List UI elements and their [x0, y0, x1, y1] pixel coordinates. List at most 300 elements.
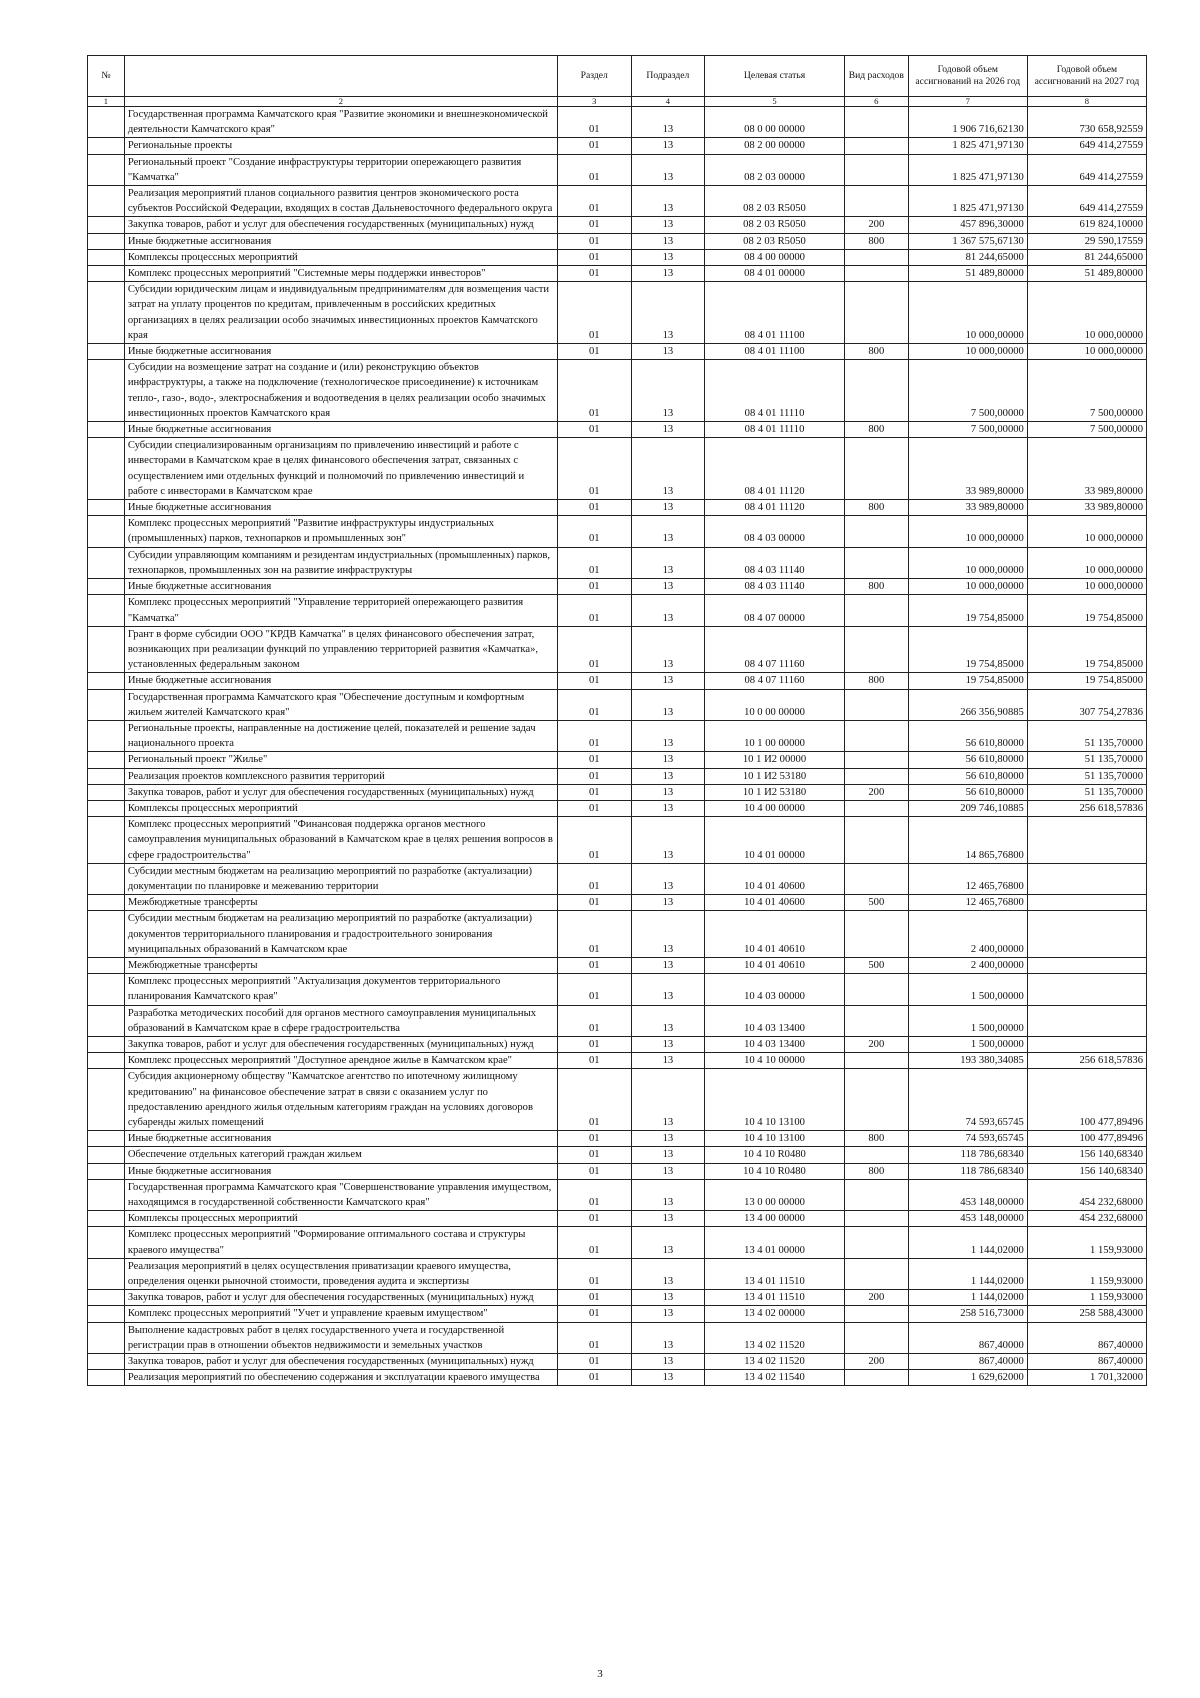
- row-razdel: 01: [557, 138, 631, 154]
- row-amount-2027: [1027, 817, 1146, 864]
- row-expense-type: [844, 138, 908, 154]
- row-expense-type: [844, 1005, 908, 1036]
- row-amount-2027: 649 414,27559: [1027, 138, 1146, 154]
- row-amount-2027: 29 590,17559: [1027, 233, 1146, 249]
- row-amount-2027: 867,40000: [1027, 1354, 1146, 1370]
- row-name: Разработка методических пособий для органов местного самоуправления муниципальных образований в Камчатском крае в сфере градостроительства: [124, 1005, 557, 1036]
- row-amount-2026: 209 746,10885: [908, 800, 1027, 816]
- row-amount-2026: 1 144,02000: [908, 1227, 1027, 1258]
- row-target-code: 08 4 07 00000: [705, 595, 845, 626]
- row-number: [88, 360, 125, 422]
- row-name: Комплекс процессных мероприятий "Актуализация документов территориального планирования Камчатского края": [124, 974, 557, 1005]
- table-row: [88, 1147, 1147, 1163]
- row-amount-2027: 10 000,00000: [1027, 547, 1146, 578]
- row-number: [88, 422, 125, 438]
- row-target-code: 13 4 01 00000: [705, 1227, 845, 1258]
- row-podrazdel: 13: [631, 1211, 705, 1227]
- row-expense-type: [844, 1179, 908, 1210]
- row-number: [88, 1179, 125, 1210]
- row-target-code: 08 4 00 00000: [705, 249, 845, 265]
- row-razdel: 01: [557, 784, 631, 800]
- row-amount-2027: [1027, 1005, 1146, 1036]
- row-amount-2027: 258 588,43000: [1027, 1306, 1146, 1322]
- row-amount-2027: 454 232,68000: [1027, 1179, 1146, 1210]
- row-expense-type: [844, 516, 908, 547]
- row-podrazdel: 13: [631, 233, 705, 249]
- row-razdel: 01: [557, 817, 631, 864]
- table-row: [88, 911, 1147, 958]
- row-amount-2027: 33 989,80000: [1027, 438, 1146, 500]
- row-expense-type: [844, 186, 908, 217]
- row-razdel: 01: [557, 911, 631, 958]
- row-number: [88, 817, 125, 864]
- table-row: [88, 689, 1147, 720]
- row-expense-type: 800: [844, 500, 908, 516]
- row-expense-type: [844, 249, 908, 265]
- row-amount-2027: 81 244,65000: [1027, 249, 1146, 265]
- row-amount-2026: 1 825 471,97130: [908, 186, 1027, 217]
- column-number: 2: [124, 97, 557, 107]
- table-row: [88, 344, 1147, 360]
- row-expense-type: [844, 768, 908, 784]
- row-amount-2026: 33 989,80000: [908, 438, 1027, 500]
- row-amount-2026: 1 825 471,97130: [908, 138, 1027, 154]
- row-podrazdel: 13: [631, 422, 705, 438]
- row-name: Иные бюджетные ассигнования: [124, 422, 557, 438]
- row-razdel: 01: [557, 1354, 631, 1370]
- row-amount-2026: 19 754,85000: [908, 595, 1027, 626]
- row-amount-2026: 10 000,00000: [908, 282, 1027, 344]
- row-number: [88, 1306, 125, 1322]
- row-name: Обеспечение отдельных категорий граждан жильем: [124, 1147, 557, 1163]
- table-row: [88, 1258, 1147, 1289]
- row-expense-type: [844, 689, 908, 720]
- row-expense-type: [844, 1053, 908, 1069]
- row-amount-2027: 33 989,80000: [1027, 500, 1146, 516]
- row-target-code: 08 2 03 R5050: [705, 186, 845, 217]
- row-amount-2027: 619 824,10000: [1027, 217, 1146, 233]
- row-amount-2026: 19 754,85000: [908, 626, 1027, 673]
- row-target-code: 08 4 01 11100: [705, 344, 845, 360]
- row-razdel: 01: [557, 1036, 631, 1052]
- row-target-code: 13 4 02 11520: [705, 1322, 845, 1353]
- row-number: [88, 1053, 125, 1069]
- column-number: 6: [844, 97, 908, 107]
- row-amount-2027: [1027, 1036, 1146, 1052]
- row-podrazdel: 13: [631, 438, 705, 500]
- row-razdel: 01: [557, 266, 631, 282]
- row-podrazdel: 13: [631, 895, 705, 911]
- table-row: [88, 249, 1147, 265]
- row-podrazdel: 13: [631, 516, 705, 547]
- row-razdel: 01: [557, 154, 631, 185]
- row-expense-type: [844, 1227, 908, 1258]
- row-podrazdel: 13: [631, 1131, 705, 1147]
- row-amount-2027: 1 159,93000: [1027, 1290, 1146, 1306]
- row-target-code: 10 4 10 R0480: [705, 1147, 845, 1163]
- row-amount-2027: 19 754,85000: [1027, 673, 1146, 689]
- row-amount-2026: 12 465,76800: [908, 863, 1027, 894]
- row-number: [88, 186, 125, 217]
- row-razdel: 01: [557, 547, 631, 578]
- table-row: [88, 1306, 1147, 1322]
- row-expense-type: 800: [844, 1163, 908, 1179]
- row-number: [88, 1163, 125, 1179]
- row-amount-2026: 1 500,00000: [908, 974, 1027, 1005]
- row-amount-2027: 156 140,68340: [1027, 1147, 1146, 1163]
- row-podrazdel: 13: [631, 720, 705, 751]
- row-target-code: 08 2 03 R5050: [705, 233, 845, 249]
- row-amount-2026: 867,40000: [908, 1322, 1027, 1353]
- row-podrazdel: 13: [631, 626, 705, 673]
- row-target-code: 08 2 03 00000: [705, 154, 845, 185]
- row-expense-type: [844, 595, 908, 626]
- row-number: [88, 217, 125, 233]
- row-razdel: 01: [557, 800, 631, 816]
- row-razdel: 01: [557, 689, 631, 720]
- row-number: [88, 138, 125, 154]
- row-amount-2026: 56 610,80000: [908, 768, 1027, 784]
- row-amount-2027: 256 618,57836: [1027, 1053, 1146, 1069]
- row-amount-2026: 56 610,80000: [908, 752, 1027, 768]
- row-podrazdel: 13: [631, 1163, 705, 1179]
- row-podrazdel: 13: [631, 673, 705, 689]
- row-razdel: 01: [557, 1069, 631, 1131]
- row-target-code: 08 4 03 00000: [705, 516, 845, 547]
- row-podrazdel: 13: [631, 547, 705, 578]
- table-row: [88, 1227, 1147, 1258]
- row-podrazdel: 13: [631, 344, 705, 360]
- row-name: Реализация мероприятий в целях осуществления приватизации краевого имущества, определения оценки рыночной стоимости, проведения аудита и экспертизы: [124, 1258, 557, 1289]
- row-expense-type: 200: [844, 784, 908, 800]
- row-target-code: 10 4 03 13400: [705, 1005, 845, 1036]
- row-amount-2027: [1027, 957, 1146, 973]
- row-razdel: 01: [557, 344, 631, 360]
- row-expense-type: [844, 107, 908, 138]
- row-amount-2027: 256 618,57836: [1027, 800, 1146, 816]
- row-podrazdel: 13: [631, 217, 705, 233]
- row-target-code: 13 4 01 11510: [705, 1258, 845, 1289]
- row-amount-2026: 56 610,80000: [908, 720, 1027, 751]
- row-number: [88, 673, 125, 689]
- row-name: Реализация проектов комплексного развития территорий: [124, 768, 557, 784]
- row-amount-2026: 81 244,65000: [908, 249, 1027, 265]
- row-amount-2026: 453 148,00000: [908, 1179, 1027, 1210]
- table-row: [88, 233, 1147, 249]
- row-number: [88, 784, 125, 800]
- row-razdel: 01: [557, 438, 631, 500]
- row-razdel: 01: [557, 1053, 631, 1069]
- row-number: [88, 547, 125, 578]
- row-razdel: 01: [557, 720, 631, 751]
- row-target-code: 10 1 00 00000: [705, 720, 845, 751]
- row-amount-2027: 19 754,85000: [1027, 595, 1146, 626]
- table-row: [88, 768, 1147, 784]
- row-razdel: 01: [557, 1163, 631, 1179]
- row-amount-2026: 7 500,00000: [908, 422, 1027, 438]
- row-target-code: 08 2 00 00000: [705, 138, 845, 154]
- row-number: [88, 344, 125, 360]
- row-target-code: 10 4 01 40600: [705, 895, 845, 911]
- row-amount-2027: 649 414,27559: [1027, 186, 1146, 217]
- row-name: Субсидия акционерному обществу "Камчатское агентство по ипотечному жилищному кредитованию" на финансовое обеспечение затрат в связи с оказанием услуг по предоставлению арендного жилья отдельным категориям граждан на условиях договоров субаренды жилых помещений: [124, 1069, 557, 1131]
- row-podrazdel: 13: [631, 1258, 705, 1289]
- row-number: [88, 438, 125, 500]
- table-row: [88, 1069, 1147, 1131]
- row-number: [88, 1290, 125, 1306]
- row-podrazdel: 13: [631, 1147, 705, 1163]
- row-number: [88, 863, 125, 894]
- header-vid: Вид расходов: [844, 56, 908, 97]
- row-expense-type: [844, 1069, 908, 1131]
- table-row: [88, 422, 1147, 438]
- row-razdel: 01: [557, 974, 631, 1005]
- row-number: [88, 500, 125, 516]
- table-row: [88, 720, 1147, 751]
- header-razdel: Раздел: [557, 56, 631, 97]
- row-razdel: 01: [557, 1131, 631, 1147]
- row-number: [88, 282, 125, 344]
- row-razdel: 01: [557, 282, 631, 344]
- table-row: [88, 516, 1147, 547]
- column-number: 3: [557, 97, 631, 107]
- row-target-code: 10 1 И2 53180: [705, 768, 845, 784]
- row-razdel: 01: [557, 1290, 631, 1306]
- row-name: Субсидии управляющим компаниям и резидентам индустриальных (промышленных) парков, технопарков, промышленных зон на развитие инфраструктуры: [124, 547, 557, 578]
- row-expense-type: [844, 800, 908, 816]
- row-name: Региональные проекты: [124, 138, 557, 154]
- row-target-code: 08 4 03 11140: [705, 579, 845, 595]
- row-number: [88, 626, 125, 673]
- row-target-code: 08 4 07 11160: [705, 626, 845, 673]
- row-target-code: 10 4 01 40610: [705, 911, 845, 958]
- row-target-code: 13 4 01 11510: [705, 1290, 845, 1306]
- row-name: Закупка товаров, работ и услуг для обеспечения государственных (муниципальных) нужд: [124, 1354, 557, 1370]
- row-amount-2027: 730 658,92559: [1027, 107, 1146, 138]
- row-razdel: 01: [557, 1227, 631, 1258]
- row-razdel: 01: [557, 1370, 631, 1386]
- row-razdel: 01: [557, 752, 631, 768]
- row-expense-type: [844, 1370, 908, 1386]
- header-name: [124, 56, 557, 97]
- row-target-code: 10 4 10 R0480: [705, 1163, 845, 1179]
- table-row: [88, 154, 1147, 185]
- row-expense-type: [844, 752, 908, 768]
- row-amount-2026: 10 000,00000: [908, 547, 1027, 578]
- row-target-code: 08 2 03 R5050: [705, 217, 845, 233]
- row-razdel: 01: [557, 186, 631, 217]
- table-row: [88, 547, 1147, 578]
- row-amount-2027: 1 159,93000: [1027, 1227, 1146, 1258]
- column-number: 8: [1027, 97, 1146, 107]
- row-name: Региональный проект "Жилье": [124, 752, 557, 768]
- row-target-code: 10 1 И2 53180: [705, 784, 845, 800]
- header-podrazdel: Подраздел: [631, 56, 705, 97]
- row-amount-2026: 74 593,65745: [908, 1131, 1027, 1147]
- row-name: Государственная программа Камчатского края "Развитие экономики и внешнеэкономической деятельности Камчатского края": [124, 107, 557, 138]
- table-row: [88, 752, 1147, 768]
- row-podrazdel: 13: [631, 595, 705, 626]
- row-expense-type: 200: [844, 217, 908, 233]
- row-name: Межбюджетные трансферты: [124, 957, 557, 973]
- row-name: Реализация мероприятий планов социального развития центров экономического роста субъектов Российской Федерации, входящих в состав Дальневосточного федерального округа: [124, 186, 557, 217]
- table-row: [88, 1322, 1147, 1353]
- row-target-code: 10 4 10 00000: [705, 1053, 845, 1069]
- row-expense-type: 800: [844, 233, 908, 249]
- row-podrazdel: 13: [631, 1354, 705, 1370]
- row-expense-type: [844, 1258, 908, 1289]
- row-name: Субсидии юридическим лицам и индивидуальным предпринимателям для возмещения части затрат на уплату процентов по кредитам, привлеченным в российских кредитных организациях в целях реализации особо значимых инвестиционных проектов Камчатского края: [124, 282, 557, 344]
- row-amount-2026: 1 144,02000: [908, 1258, 1027, 1289]
- row-target-code: 13 4 02 11520: [705, 1354, 845, 1370]
- row-name: Иные бюджетные ассигнования: [124, 344, 557, 360]
- row-name: Комплекс процессных мероприятий "Доступное арендное жилье в Камчатском крае": [124, 1053, 557, 1069]
- row-expense-type: [844, 154, 908, 185]
- page-number: 3: [597, 1668, 603, 1680]
- row-expense-type: [844, 1211, 908, 1227]
- row-amount-2026: 10 000,00000: [908, 344, 1027, 360]
- row-expense-type: [844, 1147, 908, 1163]
- row-name: Субсидии специализированным организациям по привлечению инвестиций и работе с инвесторами в Камчатском крае в целях финансового обеспечения затрат, связанных с осуществлением ими отдельных функций и полномочий по привлечению инвестиций и работе с инвесторами в Камчатском крае: [124, 438, 557, 500]
- row-podrazdel: 13: [631, 500, 705, 516]
- row-name: Комплекс процессных мероприятий "Формирование оптимального состава и структуры краевого имущества": [124, 1227, 557, 1258]
- row-name: Субсидии местным бюджетам на реализацию мероприятий по разработке (актуализации) документации по планировке и межеванию территории: [124, 863, 557, 894]
- row-amount-2027: 10 000,00000: [1027, 344, 1146, 360]
- row-amount-2026: 1 500,00000: [908, 1036, 1027, 1052]
- row-target-code: 08 4 07 11160: [705, 673, 845, 689]
- row-amount-2027: [1027, 911, 1146, 958]
- row-number: [88, 1370, 125, 1386]
- row-target-code: 08 4 01 11120: [705, 500, 845, 516]
- row-razdel: 01: [557, 1179, 631, 1210]
- row-expense-type: [844, 547, 908, 578]
- row-razdel: 01: [557, 516, 631, 547]
- row-amount-2026: 1 500,00000: [908, 1005, 1027, 1036]
- row-podrazdel: 13: [631, 1370, 705, 1386]
- row-target-code: 08 4 03 11140: [705, 547, 845, 578]
- row-expense-type: 800: [844, 579, 908, 595]
- row-razdel: 01: [557, 107, 631, 138]
- row-podrazdel: 13: [631, 1053, 705, 1069]
- row-expense-type: [844, 974, 908, 1005]
- row-target-code: 10 4 01 00000: [705, 817, 845, 864]
- row-amount-2027: 100 477,89496: [1027, 1069, 1146, 1131]
- row-amount-2027: 10 000,00000: [1027, 579, 1146, 595]
- row-podrazdel: 13: [631, 1069, 705, 1131]
- row-name: Субсидии местным бюджетам на реализацию мероприятий по разработке (актуализации) документов территориального планирования и градостроительного зонирования муниципальных образований в Камчатском крае: [124, 911, 557, 958]
- row-number: [88, 1069, 125, 1131]
- table-row: [88, 1354, 1147, 1370]
- row-podrazdel: 13: [631, 1036, 705, 1052]
- column-number-row: [88, 97, 1147, 107]
- row-podrazdel: 13: [631, 863, 705, 894]
- row-target-code: 08 0 00 00000: [705, 107, 845, 138]
- row-amount-2026: 867,40000: [908, 1354, 1027, 1370]
- row-razdel: 01: [557, 595, 631, 626]
- row-expense-type: 200: [844, 1036, 908, 1052]
- column-number: 4: [631, 97, 705, 107]
- row-razdel: 01: [557, 1147, 631, 1163]
- row-podrazdel: 13: [631, 817, 705, 864]
- table-row: [88, 579, 1147, 595]
- row-target-code: 13 4 02 11540: [705, 1370, 845, 1386]
- row-number: [88, 720, 125, 751]
- row-number: [88, 689, 125, 720]
- table-row: [88, 1053, 1147, 1069]
- table-row: [88, 217, 1147, 233]
- row-number: [88, 895, 125, 911]
- row-target-code: 10 4 10 13100: [705, 1069, 845, 1131]
- row-expense-type: [844, 911, 908, 958]
- row-expense-type: 500: [844, 957, 908, 973]
- row-amount-2026: 10 000,00000: [908, 579, 1027, 595]
- row-name: Субсидии на возмещение затрат на создание и (или) реконструкцию объектов инфраструктуры, а также на подключение (технологическое присоединение) к источникам тепло-, газо-, водо-, электроснабжения и водоотведения в целях реализации особо значимых инвестиционных проектов Камчатского края: [124, 360, 557, 422]
- row-number: [88, 1227, 125, 1258]
- row-podrazdel: 13: [631, 1179, 705, 1210]
- row-amount-2027: 10 000,00000: [1027, 516, 1146, 547]
- row-amount-2026: 74 593,65745: [908, 1069, 1027, 1131]
- row-podrazdel: 13: [631, 107, 705, 138]
- row-name: Закупка товаров, работ и услуг для обеспечения государственных (муниципальных) нужд: [124, 217, 557, 233]
- row-number: [88, 1147, 125, 1163]
- row-expense-type: [844, 720, 908, 751]
- row-amount-2027: 1 159,93000: [1027, 1258, 1146, 1289]
- row-name: Грант в форме субсидии ООО "КРДВ Камчатка" в целях финансового обеспечения затрат, возникающих при реализации функций по управлению территорией развития «Камчатка», установленных федеральным законом: [124, 626, 557, 673]
- header-no: №: [88, 56, 125, 97]
- row-amount-2026: 19 754,85000: [908, 673, 1027, 689]
- column-number: 1: [88, 97, 125, 107]
- row-amount-2026: 266 356,90885: [908, 689, 1027, 720]
- column-number: 7: [908, 97, 1027, 107]
- table-row: [88, 138, 1147, 154]
- row-name: Выполнение кадастровых работ в целях государственного учета и государственной регистрации прав в отношении объектов недвижимости и земельных участков: [124, 1322, 557, 1353]
- row-name: Межбюджетные трансферты: [124, 895, 557, 911]
- row-number: [88, 1211, 125, 1227]
- row-razdel: 01: [557, 422, 631, 438]
- row-number: [88, 1131, 125, 1147]
- row-name: Иные бюджетные ассигнования: [124, 1163, 557, 1179]
- row-target-code: 10 4 10 13100: [705, 1131, 845, 1147]
- row-amount-2027: 867,40000: [1027, 1322, 1146, 1353]
- table-row: [88, 282, 1147, 344]
- row-podrazdel: 13: [631, 752, 705, 768]
- row-name: Закупка товаров, работ и услуг для обеспечения государственных (муниципальных) нужд: [124, 784, 557, 800]
- row-name: Комплекс процессных мероприятий "Развитие инфраструктуры индустриальных (промышленных) парков, технопарков и промышленных зон": [124, 516, 557, 547]
- table-row: [88, 863, 1147, 894]
- row-amount-2026: 193 380,34085: [908, 1053, 1027, 1069]
- row-podrazdel: 13: [631, 1227, 705, 1258]
- row-target-code: 10 0 00 00000: [705, 689, 845, 720]
- row-expense-type: [844, 863, 908, 894]
- row-amount-2027: 454 232,68000: [1027, 1211, 1146, 1227]
- row-expense-type: 800: [844, 422, 908, 438]
- row-expense-type: 200: [844, 1354, 908, 1370]
- row-name: Иные бюджетные ассигнования: [124, 233, 557, 249]
- row-target-code: 08 4 01 11100: [705, 282, 845, 344]
- row-name: Региональные проекты, направленные на достижение целей, показателей и решение задач национального проекта: [124, 720, 557, 751]
- row-number: [88, 752, 125, 768]
- row-number: [88, 1354, 125, 1370]
- row-podrazdel: 13: [631, 138, 705, 154]
- row-podrazdel: 13: [631, 249, 705, 265]
- row-amount-2026: 258 516,73000: [908, 1306, 1027, 1322]
- row-number: [88, 1258, 125, 1289]
- row-expense-type: [844, 438, 908, 500]
- row-amount-2027: [1027, 974, 1146, 1005]
- row-amount-2027: 307 754,27836: [1027, 689, 1146, 720]
- row-amount-2026: 453 148,00000: [908, 1211, 1027, 1227]
- row-expense-type: [844, 266, 908, 282]
